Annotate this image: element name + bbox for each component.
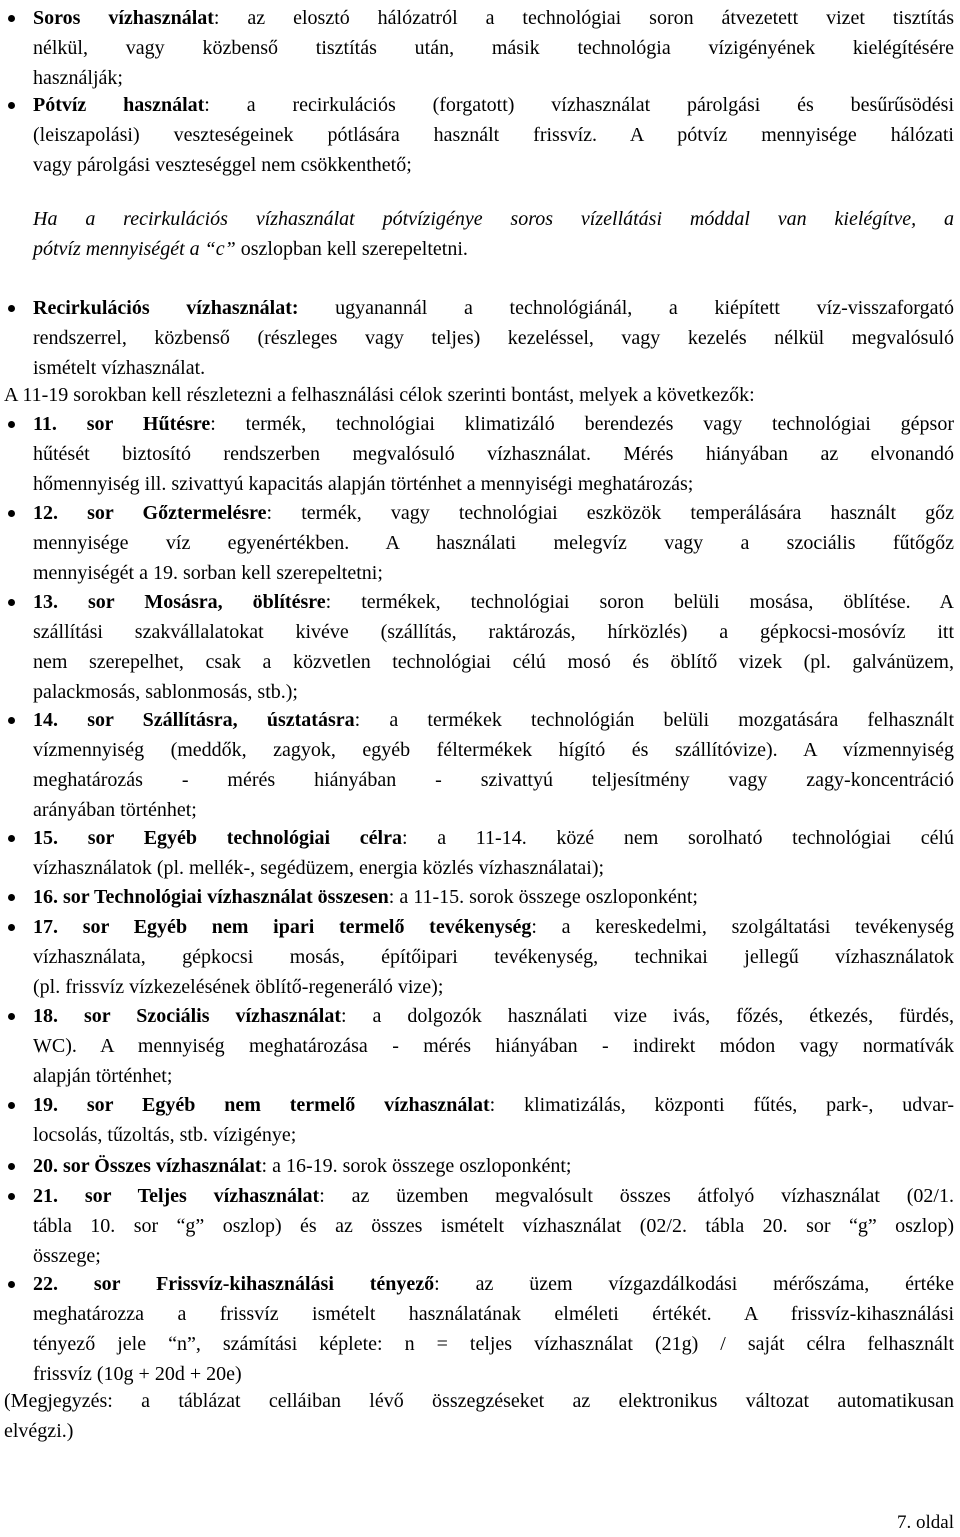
text-line xyxy=(33,972,954,1002)
bullet-dot-icon xyxy=(8,924,15,931)
text-segment: : az üzem vízgazdálkodási mérőszáma, értéke xyxy=(434,1273,954,1295)
text-segment: pótvíz mennyiségét a “c” xyxy=(33,238,236,260)
text-line xyxy=(33,647,954,677)
text-segment: oszlopban kell szerepeltetni. xyxy=(235,238,468,260)
text-line xyxy=(33,204,954,234)
text-line xyxy=(33,234,954,264)
text-line xyxy=(33,765,954,795)
text-segment: : a 11-14. közé nem sorolható technológiai célú xyxy=(401,827,955,849)
text-segment: : az üzemben megvalósult összes átfolyó vízhasználat (02/1. xyxy=(319,1185,954,1207)
text-line xyxy=(33,1001,954,1031)
text-line xyxy=(33,1241,954,1271)
text-segment: elvégzi.) xyxy=(4,1420,74,1442)
text-line xyxy=(33,63,954,93)
text-line xyxy=(33,293,954,323)
text-line xyxy=(33,323,954,353)
bullet-dot-icon xyxy=(8,717,15,724)
bullet-dot-icon xyxy=(8,1102,15,1109)
text-segment: vízhasználatok (pl. mellék-, segédüzem, energia közlés vízhasználatai); xyxy=(33,857,605,879)
text-segment: meghatározza a frissvíz ismételt használatának elméleti értékét. A frissvíz-kihasználási xyxy=(33,1303,954,1325)
text-line xyxy=(4,1386,954,1416)
bullet-dot-icon xyxy=(8,1281,15,1288)
text-segment: ismételt vízhasználat. xyxy=(33,357,206,379)
text-line xyxy=(33,677,954,707)
text-line xyxy=(33,587,954,617)
text-segment: : a termékek technológián belüli mozgatására felhasznált xyxy=(354,709,954,731)
bold-term: Soros vízhasználat xyxy=(33,7,214,29)
text-segment: vízhasználata, gépkocsi mosás, építőipari tevékenység, technikai jellegű vízhasználatok xyxy=(33,946,954,968)
bold-term: 22. sor Frissvíz-kihasználási tényező xyxy=(33,1273,435,1295)
text-segment: alapján történhet; xyxy=(33,1065,173,1087)
text-segment: : a kereskedelmi, szolgáltatási tevékenység xyxy=(531,916,954,938)
bold-term: Recirkulációs vízhasználat: xyxy=(33,297,299,319)
text-line xyxy=(33,1061,954,1091)
text-segment: ugyanannál a technológiánál, a kiépített víz-visszaforgató xyxy=(298,297,955,319)
text-segment: összege; xyxy=(33,1245,101,1267)
text-segment: meghatározás - mérés hiányában - szivattyú teljesítmény vagy zagy-koncentráció xyxy=(33,769,954,791)
text-line xyxy=(33,942,954,972)
text-segment: : a 16-19. sorok összege oszloponként; xyxy=(261,1155,572,1177)
bullet-dot-icon xyxy=(8,599,15,606)
text-segment: : a recirkulációs (forgatott) vízhasználat párolgási és besűrűsödési xyxy=(204,94,954,116)
bold-term: 14. sor Szállításra, úsztatásra xyxy=(33,709,355,731)
text-line xyxy=(33,1211,954,1241)
text-segment: : az elosztó hálózatról a technológiai soron átvezetett vizet tisztítás xyxy=(213,7,954,29)
text-line xyxy=(33,735,954,765)
text-segment: : klimatizálás, központi fűtés, park-, udvar- xyxy=(489,1094,954,1116)
text-line xyxy=(33,1299,954,1329)
text-segment: (Megjegyzés: a táblázat celláiban lévő összegzéseket az elektronikus változat automatikusan xyxy=(4,1390,954,1412)
bullet-dot-icon xyxy=(8,1013,15,1020)
text-segment: (leiszapolási) veszteségeinek pótlására használt frissvíz. A pótvíz mennyisége hálózati xyxy=(33,124,954,146)
text-segment: szállítási szakvállalatokat kivéve (szállítás, raktározás, hírközlés) a gépkocsi-mosóvíz itt xyxy=(33,621,954,643)
text-segment: mennyiségét a 19. sorban kell szerepeltetni; xyxy=(33,562,383,584)
text-line xyxy=(33,1031,954,1061)
text-line xyxy=(33,3,954,33)
bullet-dot-icon xyxy=(8,102,15,109)
bold-term: 20. sor Összes vízhasználat xyxy=(33,1155,262,1177)
text-line xyxy=(33,912,954,942)
text-line xyxy=(33,617,954,647)
bold-term: 12. sor Gőztermelésre xyxy=(33,502,267,524)
text-line xyxy=(33,528,954,558)
text-segment: WC). A mennyiség meghatározása - mérés hiányában - indirekt módon vagy normatívák xyxy=(33,1035,954,1057)
page-number: 7. oldal xyxy=(897,1512,954,1533)
text-segment: hűtését biztosító rendszerben megvalósuló vízhasználat. Mérés hiányában az elvonandó xyxy=(33,443,954,465)
text-line xyxy=(33,469,954,499)
bullet-dot-icon xyxy=(8,510,15,517)
text-segment: vagy párolgási veszteséggel nem csökkenthető; xyxy=(33,154,412,176)
text-line xyxy=(33,823,954,853)
text-segment: : termékek, technológiai soron belüli mosása, öblítése. A xyxy=(325,591,954,613)
text-segment: locsolás, tűzoltás, stb. vízigénye; xyxy=(33,1124,297,1146)
text-segment: mennyisége víz egyenértékben. A használati melegvíz vagy a szociális fűtőgőz xyxy=(33,532,954,554)
text-segment: nélkül, vagy közbenső tisztítás után, másik technológia vízigényének kielégítésére xyxy=(33,37,954,59)
text-line xyxy=(33,1269,954,1299)
text-segment: A 11-19 sorokban kell részletezni a felhasználási célok szerinti bontást, melyek a következők: xyxy=(4,384,755,406)
text-segment: tábla 10. sor “g” oszlop) és az összes ismételt vízhasználat (02/2. tábla 20. sor “g” oszlop) xyxy=(33,1215,954,1237)
text-line xyxy=(4,1416,954,1446)
text-line xyxy=(33,439,954,469)
text-line xyxy=(33,1181,954,1211)
text-segment: palackmosás, sablonmosás, stb.); xyxy=(33,681,298,703)
text-line xyxy=(33,353,954,383)
bold-term: Pótvíz használat xyxy=(33,94,205,116)
text-segment: tényező jele “n”, számítási képlete: n = teljes vízhasználat (21g) / saját célra felhasznált xyxy=(33,1333,954,1355)
text-segment: Ha a recirkulációs vízhasználat pótvízigénye soros vízellátási móddal van kielégítve, a xyxy=(33,208,954,230)
text-line xyxy=(33,1151,954,1181)
bold-term: 11. sor Hűtésre xyxy=(33,413,211,435)
bold-term: 17. sor Egyéb nem ipari termelő tevékenység xyxy=(33,916,532,938)
text-segment: : a 11-15. sorok összege oszloponként; xyxy=(388,886,698,908)
text-line xyxy=(33,558,954,588)
bullet-dot-icon xyxy=(8,421,15,428)
bullet-dot-icon xyxy=(8,15,15,22)
bullet-dot-icon xyxy=(8,835,15,842)
bullet-dot-icon xyxy=(8,305,15,312)
text-segment: hőmennyiség ill. szivattyú kapacitás alapján történhet a mennyiségi meghatározás; xyxy=(33,473,694,495)
bold-term: 16. sor Technológiai vízhasználat összesen xyxy=(33,886,389,908)
text-segment: nem szerepelhet, csak a közvetlen technológiai célú mosó és öblítő vizek (pl. galvánüzem, xyxy=(33,651,954,673)
bullet-dot-icon xyxy=(8,1163,15,1170)
text-line xyxy=(33,795,954,825)
text-line xyxy=(33,90,954,120)
text-line xyxy=(33,1329,954,1359)
text-line xyxy=(33,498,954,528)
bold-term: 19. sor Egyéb nem termelő vízhasználat xyxy=(33,1094,490,1116)
text-line xyxy=(4,380,954,410)
text-segment: arányában történhet; xyxy=(33,799,197,821)
bullet-dot-icon xyxy=(8,1193,15,1200)
text-line xyxy=(33,33,954,63)
bullet-dot-icon xyxy=(8,894,15,901)
text-segment: (pl. frissvíz vízkezelésének öblítő-regeneráló vize); xyxy=(33,976,444,998)
bold-term: 18. sor Szociális vízhasználat xyxy=(33,1005,342,1027)
bold-term: 21. sor Teljes vízhasználat xyxy=(33,1185,320,1207)
text-segment: : termék, technológiai klimatizáló berendezés vagy technológiai gépsor xyxy=(210,413,954,435)
text-segment: használják; xyxy=(33,67,123,89)
text-line xyxy=(33,150,954,180)
text-segment: : termék, vagy technológiai eszközök temperálására használt gőz xyxy=(266,502,955,524)
bold-term: 13. sor Mosásra, öblítésre xyxy=(33,591,326,613)
text-segment: frissvíz (10g + 20d + 20e) xyxy=(33,1363,242,1385)
text-segment: : a dolgozók használati vize ivás, főzés, étkezés, fürdés, xyxy=(341,1005,954,1027)
text-segment: rendszerrel, közbenső (részleges vagy teljes) kezeléssel, vagy kezelés nélkül megvalósuló xyxy=(33,327,954,349)
text-line xyxy=(33,1359,954,1389)
text-line xyxy=(33,1090,954,1120)
text-line xyxy=(33,409,954,439)
text-line xyxy=(33,1120,954,1150)
text-line xyxy=(33,853,954,883)
text-line xyxy=(33,705,954,735)
text-line xyxy=(33,120,954,150)
bold-term: 15. sor Egyéb technológiai célra xyxy=(33,827,402,849)
text-segment: vízmennyiség (meddők, zagyok, egyéb féltermékek hígító és szállítóvize). A vízmennyiség xyxy=(33,739,954,761)
text-line xyxy=(33,882,954,912)
